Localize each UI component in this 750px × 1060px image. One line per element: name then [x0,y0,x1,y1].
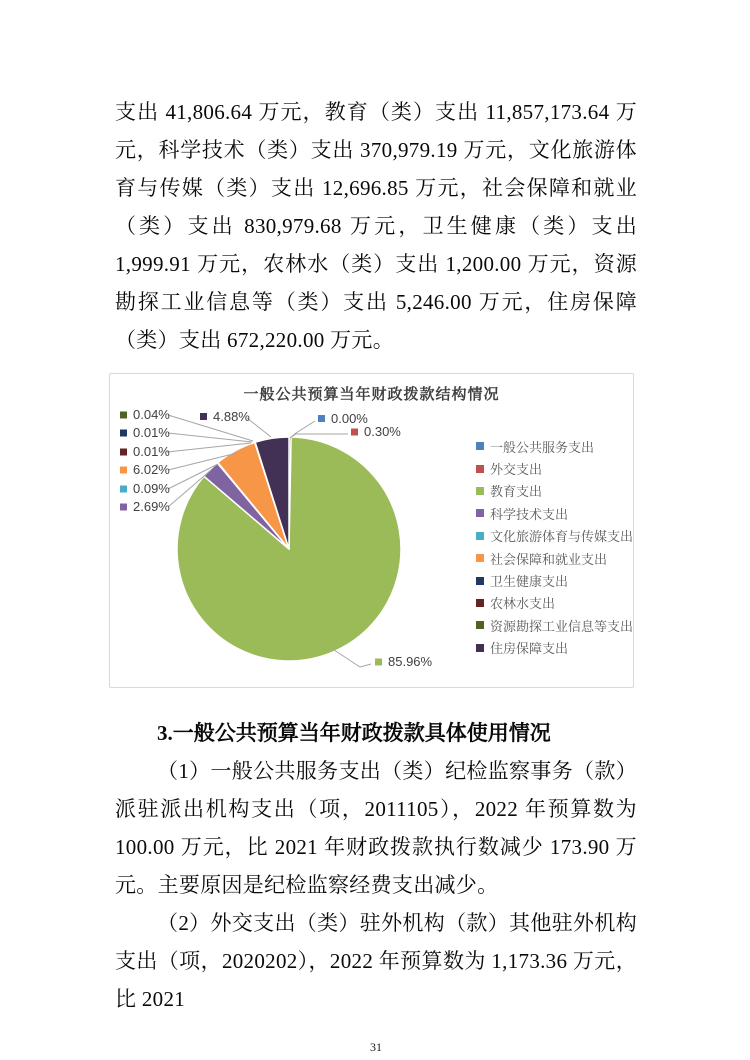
legend-marker [476,577,484,585]
legend-marker [476,621,484,629]
pie-label-agriculture: 0.01% [133,444,170,459]
legend-label: 资源勘探工业信息等支出 [490,618,634,634]
legend-item [476,592,632,614]
legend-label: 农林水支出 [490,596,556,612]
legend-marker [476,509,484,517]
page-number: 31 [370,1040,382,1054]
section-heading: 3.一般公共预算当年财政拨款具体使用情况 [157,721,551,745]
label-marker-diplomacy [351,429,358,436]
label-marker-social-security [120,467,127,474]
legend-label: 社会保障和就业支出 [490,551,608,567]
legend-label: 一般公共服务支出 [490,439,595,455]
legend-marker [476,442,484,450]
legend-label: 卫生健康支出 [490,574,569,590]
pie-label-public-services: 0.00% [331,411,368,426]
legend-item [476,637,632,659]
legend-item [476,569,632,591]
legend-item [476,502,632,524]
pie-label-education: 85.96% [388,654,433,669]
pie-label-health: 0.01% [133,425,170,440]
leader-line-health [168,433,252,442]
legend-label: 文化旅游体育与传媒支出 [490,529,634,545]
legend-label: 科学技术支出 [490,506,569,522]
label-marker-public-services [318,415,325,422]
legend-marker [476,465,484,473]
label-marker-education [375,659,382,666]
legend-marker [476,644,484,652]
label-marker-health [120,430,127,437]
label-marker-science [120,504,127,511]
legend-marker [476,599,484,607]
legend-item [476,457,632,479]
legend-item [476,435,632,457]
pie-label-housing: 4.88% [213,409,250,424]
chart-legend [476,435,632,659]
paragraph-item-1: （1）一般公共服务支出（类）纪检监察事务（款）派驻派出机构支出（项，2011105），2022 年预算数为 100.00 万元，比 2021 年财政拨款执行数减少 173.90 万元。主要原因是纪检监察经费支出减少。 [115,759,637,897]
label-marker-culture [120,486,127,493]
paragraph-expenditure-summary: 支出 41,806.64 万元，教育（类）支出 11,857,173.64 万元，科学技术（类）支出 370,979.19 万元，文化旅游体育与传媒（类）支出 12,696.85 万元，社会保障和就业（类）支出 830,979.68 万元，卫生健康（类）支出 1,999.91 万元，农林水（类）支出 1,200.00 万元，资源勘探工业信息等（类）支出 5,246.00 万元，住房保障（类）支出 672,220.00 万元。 [115,100,637,352]
chart-title: 一般公共预算当年财政拨款结构情况 [243,386,500,403]
paragraph-item-2: （2）外交支出（类）驻外机构（款）其他驻外机构支出（项，2020202），2022 年预算数为 1,173.36 万元，比 2021 [115,911,637,1011]
pie-label-diplomacy: 0.30% [364,424,401,439]
pie-label-social-security: 6.02% [133,462,170,477]
pie-label-science: 2.69% [133,499,170,514]
legend-item [476,525,632,547]
label-marker-agriculture [120,449,127,456]
legend-label: 住房保障支出 [490,641,569,657]
legend-item [476,480,632,502]
pie-label-resources: 0.04% [133,407,170,422]
legend-marker [476,554,484,562]
legend-label: 教育支出 [490,484,543,500]
legend-marker [476,487,484,495]
legend-item [476,614,632,636]
budget-structure-pie-chart [109,373,634,688]
legend-label: 外交支出 [490,462,543,478]
label-marker-resources [120,412,127,419]
legend-item [476,547,632,569]
label-marker-housing [200,413,207,420]
legend-marker [476,532,484,540]
leader-line-housing [247,418,271,437]
pie-label-culture: 0.09% [133,481,170,496]
